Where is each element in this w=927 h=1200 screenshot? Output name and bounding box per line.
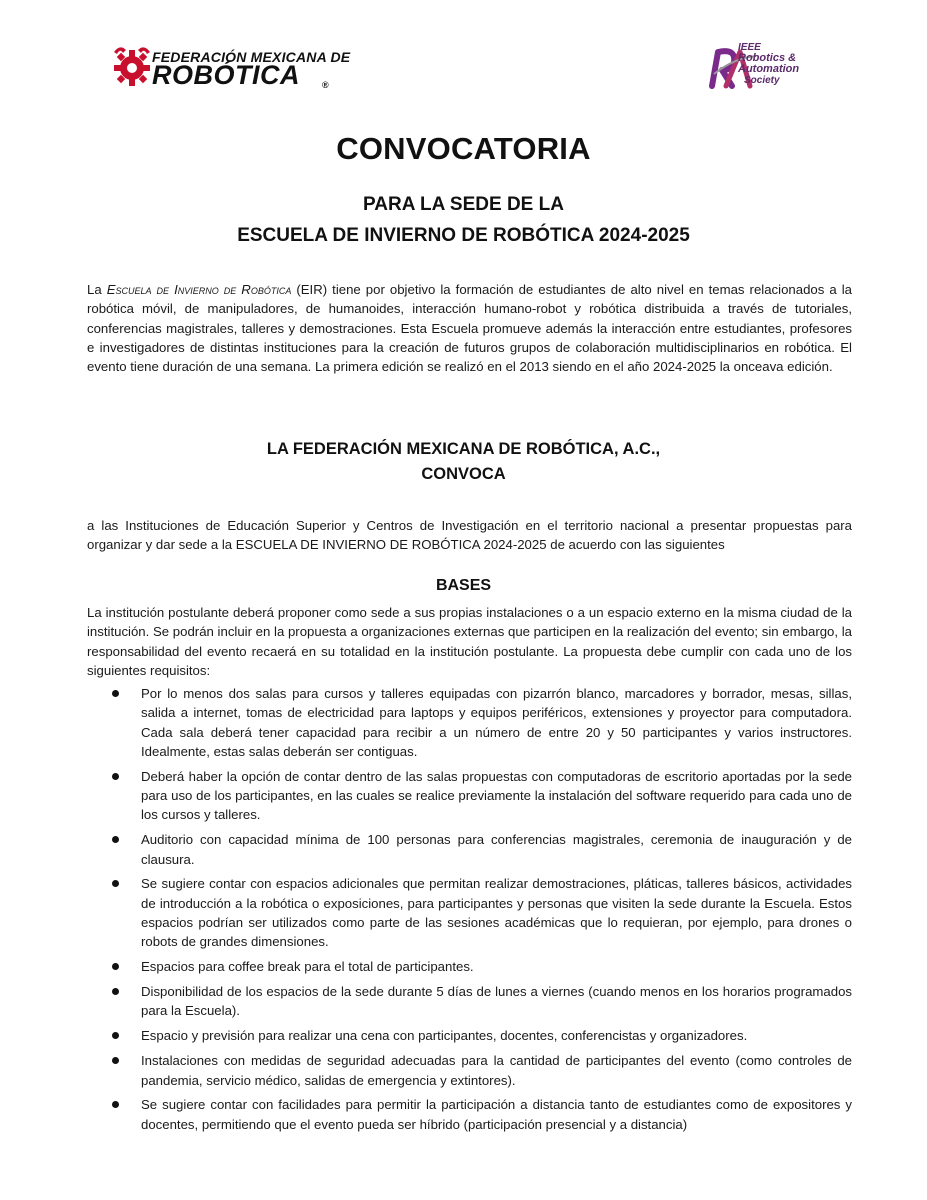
bases-intro-paragraph: La institución postulante deberá proponer como sede a sus propias instalaciones o a un espacio externo en la misma ciudad de la institución. Se podrán incluir en la propuesta a organizaciones externas que participen en la realización del evento; sin embargo, la responsabilidad del evento recaerá en su totalidad en la institución postulante. La propuesta debe cumplir con cada uno de los siguientes requisitos: [87, 605, 852, 678]
list-item [112, 874, 852, 951]
subtitle-line1: PARA LA SEDE DE LA [363, 194, 564, 215]
fmr-logo-line2: ROBÓTICA [152, 60, 300, 90]
fmr-logo-line1: FEDERACIÓN MEXICANA DE [152, 49, 351, 65]
federation-heading: LA FEDERACIÓN MEXICANA DE ROBÓTICA, A.C., [266, 440, 661, 458]
requirement-text: Disponibilidad de los espacios de la sede durante 5 días de lunes a viernes (cuando menos en los horarios programados para la Escuela). [141, 984, 852, 1019]
requirement-text: Instalaciones con medidas de seguridad adecuadas para la cantidad de participantes del evento (como controles de pandemia, servicio médico, salidas de emergencia y extintores). [141, 1053, 852, 1088]
bullet-icon [112, 1032, 119, 1039]
institutions-paragraph: a las Instituciones de Educación Superior y Centros de Investigación en el territorio nacional a presentar propuestas para organizar y dar sede a la ESCUELA DE INVIERNO DE ROBÓTICA 2024-2025 de acuerdo con las siguientes [87, 518, 852, 553]
list-item [112, 767, 852, 825]
list-item [112, 1095, 852, 1134]
requirement-text: Espacio y previsión para realizar una cena con participantes, docentes, conferencistas y organizadores. [141, 1028, 748, 1044]
ieee-ras-text [738, 42, 799, 86]
requirement-text: Se sugiere contar con facilidades para permitir la participación a distancia tanto de estudiantes como de expositores y docentes, permitiendo que el evento pueda ser híbrido (participación presencial y a distancia) [141, 1097, 852, 1132]
convoca-heading: CONVOCA [421, 465, 506, 483]
bullet-icon [112, 773, 119, 780]
intro-paragraph [87, 280, 852, 376]
subtitle-line2: ESCUELA DE INVIERNO DE ROBÓTICA 2024-2025 [237, 225, 690, 246]
list-item [112, 684, 852, 761]
school-name: Escuela de Invierno de Robótica [106, 282, 292, 297]
requirement-text: Deberá haber la opción de contar dentro de las salas propuestas con computadoras de escritorio aportadas por la sede para uso de los participantes, en las cuales se realice previamente la instalación del software requerido para cada uno de los cursos y talleres. [141, 768, 852, 823]
ieee-ras-logo [708, 42, 833, 94]
list-item [112, 1051, 852, 1090]
intro-text: (EIR) tiene por objetivo la formación de estudiantes de alto nivel en temas relacionados a la robótica móvil, de manipuladores, de humanoides, interacción humano-robot y robótica distribuida a través de tutoriales, conferencias magistrales, talleres y demostraciones. Esta Escuela promueve además la interacción entre estudiantes, profesores e investigadores de distintas instituciones para la creación de futuros grupos de colaboración multidisciplinarios en robótica. El evento tiene duración de una semana. La primera edición se realizó en el 2013 siendo en el año 2024-2025 la onceava edición. [87, 282, 852, 375]
bases-heading: BASES [435, 577, 492, 594]
bullet-icon [112, 690, 119, 697]
list-item [112, 982, 852, 1021]
page-title: CONVOCATORIA [336, 131, 591, 166]
ieee-ras-line2: Robotics & [738, 52, 797, 64]
bullet-icon [112, 1057, 119, 1064]
bullet-icon [112, 836, 119, 843]
requirement-text: Auditorio con capacidad mínima de 100 personas para conferencias magistrales, ceremonia de inauguración y de clausura. [141, 832, 852, 867]
ieee-ras-line1: IEEE [738, 42, 761, 53]
bullet-icon [112, 880, 119, 887]
bullet-icon [112, 988, 119, 995]
fmr-logo-registered: ® [322, 80, 329, 90]
intro-prefix: La [87, 282, 107, 297]
requirement-text: Por lo menos dos salas para cursos y talleres equipadas con pizarrón blanco, marcadores y borrador, mesas, sillas, salida a internet, tomas de electricidad para laptops y equipos periféricos, extensiones y proyector para computadora. Cada sala deberá tener capacidad para recibir a un número de entre 20 y 50 participantes y varios instructores. Idealmente, estas salas deberán ser contiguas. [141, 686, 852, 759]
fmr-logo [112, 42, 351, 90]
ieee-ras-line4: Society [744, 75, 780, 86]
list-item [112, 1026, 852, 1045]
requirement-text: Espacios para coffee break para el total de participantes. [141, 959, 474, 975]
list-item [112, 957, 852, 976]
ieee-ras-line3: Automation [738, 63, 800, 75]
bullet-icon [112, 1101, 119, 1108]
list-item [112, 830, 852, 869]
requirement-text: Se sugiere contar con espacios adicionales que permitan realizar demostraciones, pláticas, talleres básicos, actividades de introducción a la robótica o exposiciones, para participantes y personas que visiten la sede durante la Escuela. Estos espacios podrían ser utilizados como parte de las sesiones académicas que lo requieran, por ejemplo, para drones o robots de grandes dimensiones. [141, 876, 852, 950]
requirements-list [112, 684, 852, 1140]
bullet-icon [112, 963, 119, 970]
